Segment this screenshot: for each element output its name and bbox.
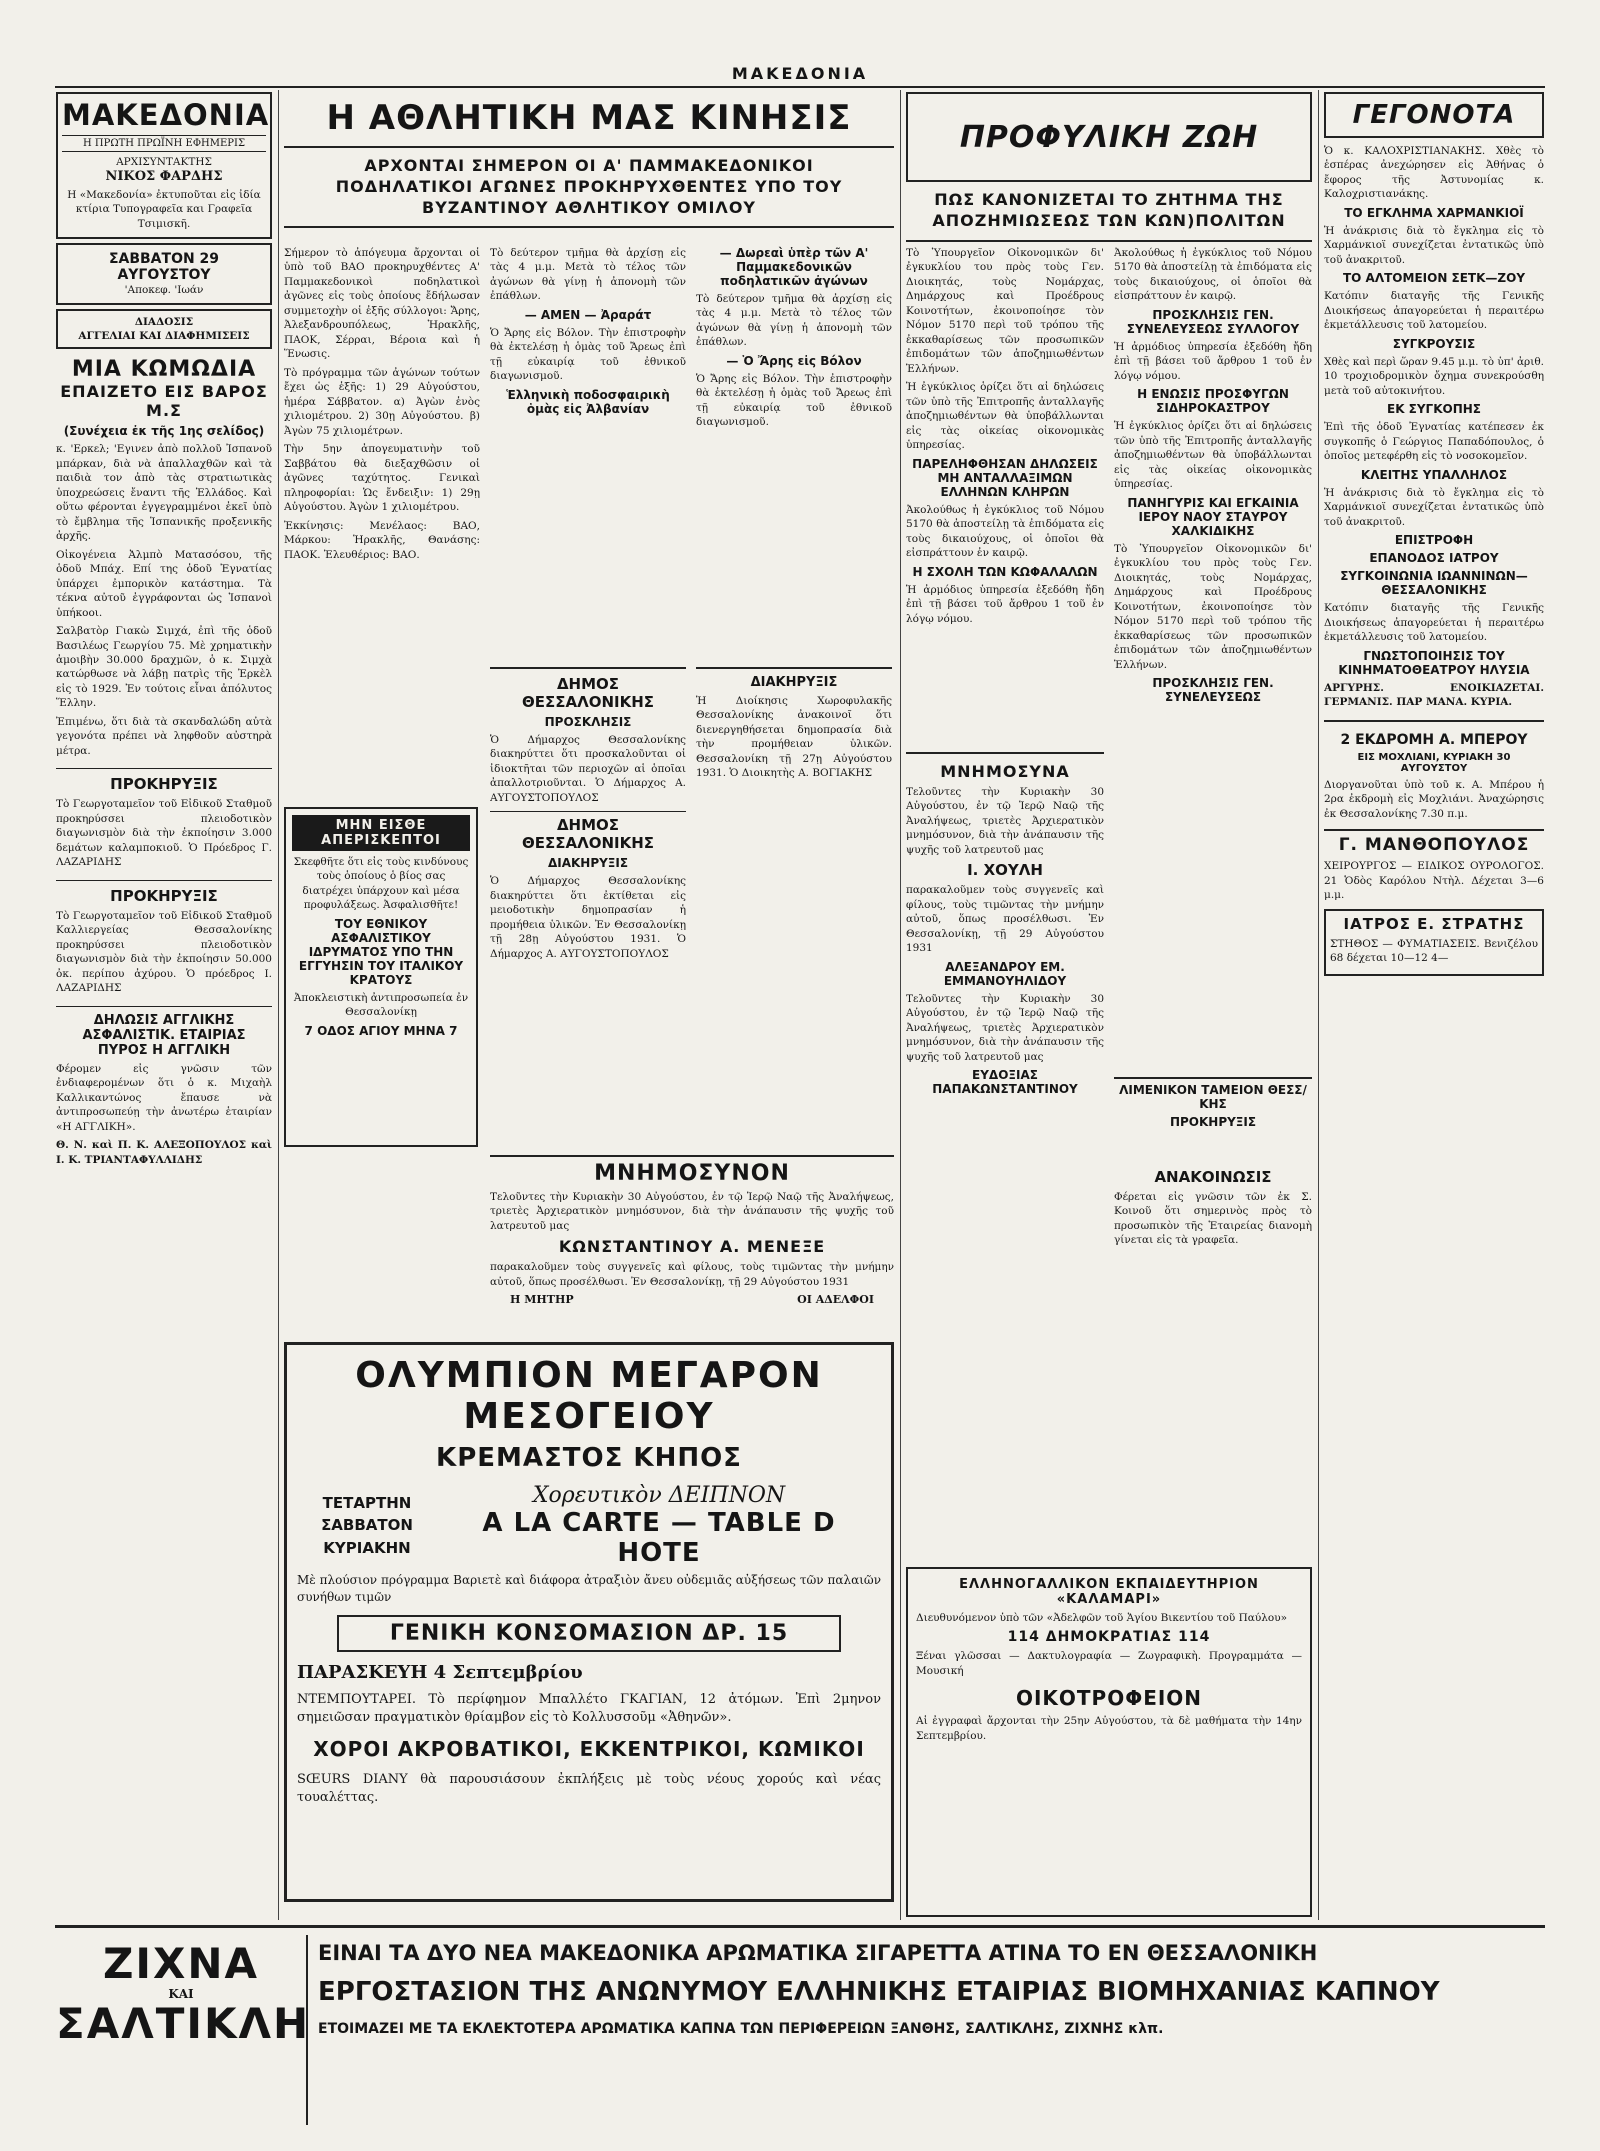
social-subhead: Η ΕΝΩΣΙΣ ΠΡΟΣΦΥΓΩΝ ΣΙΔΗΡΟΚΑΣΤΡΟΥ [1137,387,1289,416]
social-paragraph: Ἀκολούθως ἡ ἐγκύκλιος τοῦ Νόμου 5170 θὰ ἀποστείλῃ τὰ ἐπιδόματα εἰς τοὺς δικαιούχους, οἱ ὁποῖοι θὰ εἰσπράττουν ἐν καιρῷ. [1114,247,1312,303]
municipal-subtitle: ΠΡΟΣΚΛΗΣΙΣ [544,715,632,729]
doctor-text: ΧΕΙΡΟΥΡΓΟΣ — ΕΙΔΙΚΟΣ ΟΥΡΟΛΟΓΟΣ. 21 Ὁδὸς Καρόλου Ντὴλ. Δέχεται 3—6 μ.μ. [1324,860,1544,902]
memorials-title: ΜΝΗΜΟΣΥΝΑ [940,762,1070,781]
municipal-title: ΔΗΜΟΣ ΘΕΣΣΑΛΟΝΙΚΗΣ [521,675,655,711]
social-column-2 [1114,242,1312,1072]
social-paragraph: Ἀκολούθως ἡ ἐγκύκλιος τοῦ Νόμου 5170 θὰ ἀποστείλῃ τὰ ἐπιδόματα εἰς τοὺς δικαιούχους, οἱ ὁποῖοι θὰ εἰσπράττουν ἐν καιρῷ. [906,503,1104,560]
cigarette-ad-line2: ΕΡΓΟΣΤΑΣΙΟΝ ΤΗΣ ΑΝΩΝΥΜΟΥ ΕΛΛΗΝΙΚΗΣ ΕΤΑΙΡΙΑΣ ΒΙΟΜΗΧΑΝΙΑΣ ΚΑΠΝΟΥ [318,1977,1440,2007]
masthead-title: ΜΑΚΕΔΟΝΙΑ [62,98,270,132]
comedy-paragraph: Σαλβατὸρ Γιακὼ Σιμχά, ἐπὶ τῆς ὁδοῦ Βασιλέως Γεωργίου 75. Μὲ χρηματικὴν ἀμοιβὴν 30.000 δραχμῶν, ὁ κ. Σιμχὰ κατώρθωσε νὰ λάβῃ πατρὶς τῆς Ἐρκὲλ εἰς τὸ 1929. Ἐν τούτοις εἶναι ἀπόλυτος Ἕλλην. [56,625,272,710]
events-banner: ΓΕΓΟΝΟΤΑ [1352,100,1516,130]
olympion-subtitle: ΚΡΕΜΑΣΤΟΣ ΚΗΠΟΣ [436,1443,742,1473]
school-address: 114 ΔΗΜΟΚΡΑΤΙΑΣ 114 [1007,1629,1211,1646]
insurance-ad-company: ΤΟΥ ΕΘΝΙΚΟΥ ΑΣΦΑΛΙΣΤΙΚΟΥ ΙΔΡΥΜΑΤΟΣ ΥΠΟ ΤΗΝ ΕΓΓΥΗΣΙΝ ΤΟΥ ΙΤΑΛΙΚΟΥ ΚΡΑΤΟΥΣ [298,916,464,987]
logo-and: ΚΑΙ [168,1987,194,2001]
masthead [56,92,272,239]
date-box [56,243,272,305]
comedy-subtitle: ΕΠΑΙΖΕΤΟ ΕΙΣ ΒΑΡΟΣ Μ.Σ [60,382,268,421]
excursion-text: Διοργανοῦται ὑπὸ τοῦ κ. Α. Μπέρου ἡ 2ρα ἐκδρομὴ εἰς Μοχλιάνι. Ἀναχώρησις ἐκ Θεσσαλονίκης 7.30 π.μ. [1324,778,1544,820]
event-title: ΤΟ ΕΓΚΛΗΜΑ ΧΑΡΜΑΝΚΙΟΪ [1344,205,1524,220]
classifieds: ΑΡΓΥΡΗΣ. ΕΝΟΙΚΙΑΖΕΤΑΙ. ΓΕΡΜΑΝΙΣ. ΠΑΡ ΜΑΝΑ. ΚΥΡΙΑ. [1324,681,1544,709]
social-banner-box [906,92,1312,182]
social-subhead: ΠΑΡΕΛΗΦΘΗΣΑΝ ΔΗΛΩΣΕΙΣ ΜΗ ΑΝΤΑΛΛΑΞΙΜΩΝ ΕΛΛΗΝΩΝ ΚΛΗΡΩΝ [912,456,1098,499]
memorial-text: Τελοῦντες τὴν Κυριακὴν 30 Αὐγούστου, ἐν τῷ Ἱερῷ Ναῷ τῆς Ἀναλήψεως, τριετὲς Ἀρχιερατικὸν μνημόσυνον, διὰ τὴν ἀνάπαυσιν τῆς ψυχῆς τοῦ λατρευτοῦ μας [906,992,1104,1063]
social-headline: ΠΩΣ ΚΑΝΟΝΙΖΕΤΑΙ ΤΟ ΖΗΤΗΜΑ ΤΗΣ ΑΠΟΖΗΜΙΩΣΕΩΣ ΤΩΝ ΚΩΝ)ΠΟΛΙΤΩΝ [906,182,1312,242]
school-program: Ξέναι γλῶσσαι — Δακτυλογραφία — Ζωγραφικὴ. Προγραμμάτα — Μουσική [916,1650,1302,1677]
right-column [1324,92,1544,1922]
social-paragraph: Τὸ Ὑπουργεῖον Οἰκονομικῶν δι' ἐγκυκλίου του πρὸς τοὺς Γεν. Διοικητάς, τοὺς Νομάρχας, Δημάρχους καὶ Προέδρους Κοινοτήτων, ἐκοινοποίησε τὸν Νόμον 5170 περὶ τοῦ τρόπου τῆς ἐκκαθαρίσεως τῶν προσωπικῶν ἐπιδομάτων τῶν ἀποζημιωθέντων Ἑλλήνων. [1114,542,1312,671]
masthead-tagline: Η ΠΡΩΤΗ ΠΡΩΪΝΗ ΕΦΗΜΕΡΙΣ [62,135,266,152]
event-title: ΕΚ ΣΥΓΚΟΠΗΣ [1387,402,1481,417]
comedy-continuation: (Συνέχεια ἐκ τῆς 1ης σελίδος) [63,424,265,439]
comedy-title: ΜΙΑ ΚΩΜΩΔΙΑ [71,357,257,383]
social-column-1 [906,242,1104,742]
announcement-block [1114,1162,1312,1562]
column-divider [278,90,279,1920]
events-banner-box [1324,92,1544,138]
school-ad [906,1567,1312,1917]
memorial-title: ΜΝΗΜΟΣΥΝΟΝ [594,1161,790,1186]
social-subhead: ΠΡΟΣΚΛΗΣΙΣ ΓΕΝ. ΣΥΝΕΛΕΥΣΕΩΣ [1152,676,1274,705]
event-title: ΕΠΑΝΟΔΟΣ ΙΑΤΡΟΥ [1369,551,1499,566]
excursion-subtitle: ΕΙΣ ΜΟΧΛΙΑΝΙ, ΚΥΡΙΑΚΗ 30 ΑΥΓΟΥΣΤΟΥ [1357,751,1511,774]
olympion-consumption: ΓΕΝΙΚΗ ΚΟΝΣΟΜΑΣΙΟΝ ΔΡ. 15 [337,1615,841,1652]
sports-paragraph: Τὴν 5ην ἀπογευματινὴν τοῦ Σαββάτου θὰ διεξαχθῶσιν οἱ ἀγῶνες ταχύτητος. Γενικαὶ πληροφορίαι: Ὡς ἔνδειξιν: 1) 29ῃ Αὐγούστου. Ἀγὼν 1 χιλιομέτρου. [284,443,480,514]
memorial-name: ΕΥΔΟΞΙΑΣ ΠΑΠΑΚΩΝΣΤΑΝΤΙΝΟΥ [932,1068,1078,1097]
olympion-acts: ΧΟΡΟΙ ΑΚΡΟΒΑΤΙΚΟΙ, ΕΚΚΕΝΤΡΙΚΟΙ, ΚΩΜΙΚΟΙ [313,1736,865,1761]
olympion-title: ΟΛΥΜΠΙΟΝ ΜΕΓΑΡΟΝ ΜΕΣΟΓΕΙΟΥ [355,1355,823,1437]
notice-text: Τὸ Γεωργοταμεῖον τοῦ Εἰδικοῦ Σταθμοῦ Καλλιεργείας Θεσσαλονίκης προκηρύσσει πλειοδοτικὸν διαγωνισμὸν διὰ τὴν ἐκποίησιν 50.000 ὀκ. περίπου ἀχύρου. Ὁ πρόεδρος Ι. ΛΑΖΑΡΙΔΗΣ [56,909,272,995]
cigarette-ad-line3: ΕΤΟΙΜΑΖΕΙ ΜΕ ΤΑ ΕΚΛΕΚΤΟΤΕΡΑ ΑΡΩΜΑΤΙΚΑ ΚΑΠΝΑ ΤΩΝ ΠΕΡΙΦΕΡΕΙΩΝ ΞΑΝΘΗΣ, ΣΑΛΤΙΚΛΗΣ, ΖΙΧΝΗΣ κλπ. [318,2021,1164,2037]
ads-head: ΔΙΑΔΟΣΙΣ [134,315,194,328]
insurance-ad-title: ΜΗΝ ΕΙΣΘΕ ΑΠΕΡΙΣΚΕΠΤΟΙ [292,815,470,851]
insurance-ad-address: 7 ΟΔΟΣ ΑΓΙΟΥ ΜΗΝΑ 7 [304,1023,458,1038]
sports-section [284,92,894,1152]
social-subhead: ΠΡΟΣΚΛΗΣΙΣ ΓΕΝ. ΣΥΝΕΛΕΥΣΕΩΣ ΣΥΛΛΟΓΟΥ [1126,307,1300,336]
notice-title: ΠΡΟΚΗΡΥΞΙΣ [110,886,218,905]
event-paragraph: Ἡ ἀνάκρισις διὰ τὸ ἔγκλημα εἰς τὸ Χαρμάνκιοϊ συνεχίζεται ἐντατικῶς ὑπὸ τοῦ ἀνακριτοῦ. [1324,224,1544,266]
bottom-rule [55,1925,1545,1928]
decree-text: Ἡ Διοίκησις Χωροφυλακῆς Θεσσαλονίκης ἀνακοινοῖ ὅτι διενεργηθήσεται δημοπρασία διὰ τὴν προμήθειαν ὑλικῶν. Θεσσαλονίκη τῇ 27ῃ Αὐγούστου 1931. Ὁ Διοικητὴς Α. ΒΟΓΙΑΚΗΣ [696,695,892,780]
memorial-text: Τελοῦντες τὴν Κυριακὴν 30 Αὐγούστου, ἐν τῷ Ἱερῷ Ναῷ τῆς Ἀναλήψεως, τριετὲς Ἀρχιερατικὸν μνημόσυνον, διὰ τὴν ἀνάπαυσιν τῆς ψυχῆς τοῦ λατρευτοῦ μας [490,1191,894,1232]
event-paragraph: Ἐπὶ τῆς ὁδοῦ Ἐγνατίας κατέπεσεν ἐκ συγκοπῆς ὁ Γεώργιος Παπαδόπουλος, ὁ ὁποῖος μετεφέρθη εἰς τὸ νοσοκομεῖον. [1324,421,1544,463]
event-paragraph: Ἡ ἀνάκρισις διὰ τὸ ἔγκλημα εἰς τὸ Χαρμάνκιοϊ συνεχίζεται ἐντατικῶς ὑπὸ τοῦ ἀνακριτοῦ. [1324,486,1544,528]
ads-title: ΑΓΓΕΛΙΑΙ ΚΑΙ ΔΙΑΦΗΜΙΣΕΙΣ [78,330,250,343]
cigarette-ad-line1: ΕΙΝΑΙ ΤΑ ΔΥΟ ΝΕΑ ΜΑΚΕΔΟΝΙΚΑ ΑΡΩΜΑΤΙΚΑ ΣΙΓΑΡΕΤΤΑ ΑΤΙΝΑ ΤΟ ΕΝ ΘΕΣΣΑΛΟΝΙΚΗ [318,1941,1318,1965]
sports-paragraph: Ἐκκίνησις: Μενέλαος: ΒΑΟ, Μάρκου: Ἡρακλῆς, Θανάσης: ΠΑΟΚ. Ἐλευθέριος: ΒΑΟ. [284,519,480,561]
issue-date: ΣΑΒΒΑΤΟΝ 29 ΑΥΓΟΥΣΤΟΥ [108,250,220,283]
column-divider [1318,90,1319,1920]
event-paragraph: Χθὲς καὶ περὶ ὥραν 9.45 μ.μ. τὸ ὑπ' ἀριθ. 10 τροχιοδρομικὸν ὄχημα συνεκρούσθη μετὰ τοῦ αὐτοκινήτου. [1324,355,1544,397]
event-paragraph: Κατόπιν διαταγῆς τῆς Γενικῆς Διοικήσεως ἀπαγορεύεται ἡ περαιτέρω ἐκμετάλλευσις τοῦ λατομείου. [1324,602,1544,644]
school-subtitle: Διευθυνόμενον ὑπὸ τῶν «Ἀδελφῶν τοῦ Ἁγίου Βικεντίου τοῦ Παύλου» [916,1612,1288,1624]
memorial-name: ΚΩΝΣΤΑΝΤΙΝΟΥ Α. ΜΕΝΕΞΕ [558,1237,826,1257]
municipal-block-1 [490,667,686,1149]
social-paragraph: Ἡ ἐγκύκλιος ὁρίζει ὅτι αἱ δηλώσεις τῶν ὑπὸ τῆς Ἐπιτροπῆς ἀνταλλαγῆς ἀποζημιωθέντων θὰ ὑποβάλλωνται εἰς τὰς οἰκείας οἰκονομικὰς ὑπηρεσίας. [906,381,1104,452]
sports-paragraph: Τὸ πρόγραμμα τῶν ἀγώνων τούτων ἔχει ὡς ἑξῆς: 1) 29 Αὐγούστου, ἡμέρα Σάββατον. α) Ἀγὼν ἑνὸς χιλιομέτρου. 2) 30ῃ Αὐγούστου. β) Ἀγὼν 75 χιλιομέτρων. [284,366,480,437]
sports-banner: Η ΑΘΛΗΤΙΚΗ ΜΑΣ ΚΙΝΗΣΙΣ [284,92,894,148]
memorials-block [906,752,1104,1564]
cigarette-ad [56,1935,1544,2135]
olympion-ad [284,1342,894,1902]
logo-zichna: ΖΙΧΝΑ [102,1939,260,1988]
memorial-text-2: παρακαλοῦμεν τοὺς συγγενεῖς καὶ φίλους, τοὺς τιμῶντας τὴν μνήμην αὐτοῦ, ὅπως προσέλθωσι. Ἐν Θεσσαλονίκῃ, τῇ 29 Αὐγούστου 1931 [490,1261,894,1288]
event-title: ΚΛΕΙΤΗΣ ΥΠΑΛΛΗΛΟΣ [1360,467,1508,482]
municipal-text: Ὁ Δήμαρχος Θεσσαλονίκης διακηρύττει ὅτι ἐκτίθεται εἰς μειοδοτικὴν δημοπρασίαν ἡ προμήθεια ὑλικῶν. Ἐν Θεσσαλονίκῃ τῇ 28ῃ Αὐγούστου 1931. Ὁ Δήμαρχος Α. ΑΥΓΟΥΣΤΟΠΟΥΛΟΣ [490,875,686,960]
port-fund-title: ΛΙΜΕΝΙΚΟΝ ΤΑΜΕΙΟΝ ΘΕΣΣ/ΚΗΣ [1119,1083,1307,1111]
olympion-days [297,1492,437,1560]
social-paragraph: Ἡ ἀρμόδιος ὑπηρεσία ἐξεδόθη ἤδη ἐπὶ τῇ βάσει τοῦ ἄρθρου 1 τοῦ ἐν λόγῳ νόμου. [906,583,1104,625]
sports-headline: ΑΡΧΟΝΤΑΙ ΣΗΜΕΡΟΝ ΟΙ Α' ΠΑΜΜΑΚΕΔΟΝΙΚΟΙ ΠΟΔΗΛΑΤΙΚΟΙ ΑΓΩΝΕΣ ΠΡΟΚΗΡΥΧΘΕΝΤΕΣ ΥΠΟ ΤΟΥ ΒΥΖΑΝΤΙΝΟΥ ΑΘΛΗΤΙΚΟΥ ΟΜΙΛΟΥ [284,148,894,228]
sports-paragraph: Ὁ Ἄρης εἰς Βόλον. Τὴν ἐπιστροφὴν θὰ ἐκτελέσῃ ἡ ὁμὰς τοῦ Ἄρεως ἐπὶ τῇ εὐκαιρίᾳ τοῦ ἐθνικοῦ διαγωνισμοῦ. [490,326,686,383]
event-paragraph: Κατόπιν διαταγῆς τῆς Γενικῆς Διοικήσεως ἀπαγορεύεται ἡ περαιτέρω ἐκμετάλλευσις τοῦ λατομείου. [1324,290,1544,332]
port-fund-block [1114,1077,1312,1159]
insurance-ad-agent: Ἀποκλειστικὴ ἀντιπροσωπεία ἐν Θεσσαλονίκῃ [293,991,469,1019]
olympion-dinner: Χορευτικὸν ΔΕΙΠΝΟΝ [532,1483,786,1508]
director-label: ΑΡΧΙΣΥΝΤΑΚΤΗΣ [116,156,212,168]
memorial-name: Ι. ΧΟΥΛΗ [967,861,1043,880]
social-banner: ΠΡΟΦΥΛΙΚΗ ΖΩΗ [959,119,1259,155]
logo-saltikli: ΣΑΛΤΙΚΛΗ [56,1999,311,2048]
social-paragraph: Τὸ Ὑπουργεῖον Οἰκονομικῶν δι' ἐγκυκλίου του πρὸς τοὺς Γεν. Διοικητάς, τοὺς Νομάρχας, Δημάρχους καὶ Προέδρους Κοινοτήτων, ἐκοινοποίησε τὸν Νόμον 5170 περὶ τοῦ τρόπου τῆς ἐκκαθαρίσεως τῶν προσωπικῶν ἐπιδομάτων τῶν ἀποζημιωθέντων Ἑλλήνων. [906,247,1104,375]
memorial-notice [490,1155,894,1337]
sports-paragraph: Τὸ δεύτερον τμῆμα θὰ ἀρχίσῃ εἰς τὰς 4 μ.μ. Μετὰ τὸ τέλος τῶν ἀγώνων θὰ γίνῃ ἡ ἀπονομὴ τῶν ἐπάθλων. [490,247,686,303]
decree-title: ΔΙΑΚΗΡΥΞΙΣ [750,675,838,690]
event-title: ΣΥΓΚΟΙΝΩΝΙΑ ΙΩΑΝΝΙΝΩΝ—ΘΕΣΣΑΛΟΝΙΚΗΣ [1340,569,1528,598]
sports-subhead: — Δωρεαὶ ὑπὲρ τῶν Α' Παμμακεδονικῶν ποδηλατικῶν ἀγώνων [719,246,869,288]
olympion-friday: ΠΑΡΑΣΚΕΥΗ 4 Σεπτεμβρίου [297,1662,583,1684]
comedy-paragraph: Οἰκογένεια Ἀλμπὸ Ματασόσου, τῆς ὁδοῦ Μπάχ. Επί της ὁδοῦ Ἐγνατίας ὑπάρχει ἐμπορικὸν κατάστημα. Τὰ τέκνα αὐτοῦ ἐγγράφονται ὡς Ἱσπανοὶ ὑπήκοοι. [56,548,272,619]
sports-paragraph: Ὁ Ἄρης εἰς Βόλον. Τὴν ἐπιστροφὴν θὰ ἐκτελέσῃ ἡ ὁμὰς τοῦ Ἄρεως ἐπὶ τῇ εὐκαιρίᾳ τοῦ ἐθνικοῦ διαγωνισμοῦ. [696,372,892,429]
sports-subhead: — Ὁ Ἄρης εἰς Βόλον [726,353,862,368]
municipal-text: Ὁ Δήμαρχος Θεσσαλονίκης διακηρύττει ὅτι προσκαλοῦνται οἱ ἰδιοκτῆται τῶν περιοχῶν αἱ ὁποῖαι ἀπαλλοτριοῦνται. Ὁ Δήμαρχος Α. ΑΥΓΟΥΣΤΟΠΟΥΛΟΣ [490,734,686,804]
announcement-title: ΑΝΑΚΟΙΝΩΣΙΣ [1154,1168,1272,1186]
insurance-ad-text: Σκεφθῆτε ὅτι εἰς τοὺς κινδύνους τοὺς ὁποίους ὁ βίος σας διατρέχει ὑπάρχουν καὶ μέσα προφυλάξεως. Ἀσφαλισθῆτε! [293,856,469,912]
memorial-name: ΑΛΕΞΑΝΔΡΟΥ ΕΜ. ΕΜΜΑΝΟΥΗΛΙΔΟΥ [943,959,1067,988]
excursion-title: 2 ΕΚΔΡΟΜΗ Α. ΜΠΕΡΟΥ [1340,731,1528,748]
insurer-text: Φέρομεν εἰς γνῶσιν τῶν ἐνδιαφερομένων ὅτι ὁ κ. Μιχαὴλ Καλλικαντώνος ἔπαυσε νὰ ἀντιπροσωπεύῃ τὴν ἀνωτέρω ἑταιρίαν «Η ΑΓΓΛΙΚΗ». [56,1062,272,1133]
memorial-text: παρακαλοῦμεν τοὺς συγγενεῖς καὶ φίλους, τοὺς τιμῶντας τὴν μνήμην αὐτοῦ, ὅπως προσέλθωσι. Ἐν Θεσσαλονίκῃ, τῇ 29 Αὐγούστου 1931 [906,884,1104,955]
ads-box [56,309,272,349]
social-subhead: ΠΑΝΗΓΥΡΙΣ ΚΑΙ ΕΓΚΑΙΝΙΑ ΙΕΡΟΥ ΝΑΟΥ ΣΤΑΥΡΟΥ ΧΑΛΚΙΔΙΚΗΣ [1127,495,1299,538]
municipal-title: ΔΗΜΟΣ ΘΕΣΣΑΛΟΝΙΚΗΣ [490,811,686,852]
municipal-subtitle: ΔΙΑΚΗΡΥΞΙΣ [547,856,629,871]
doctor-name: Γ. ΜΑΝΘΟΠΟΥΛΟΣ [1338,835,1530,856]
column-divider [900,90,901,1920]
sports-subhead: — ΑΜΕΝ — Ἀραράτ [524,307,652,322]
doctor2-name: ΙΑΤΡΟΣ Ε. ΣΤΡΑΤΗΣ [1343,914,1525,933]
sports-column-1 [284,242,480,802]
insurer-title: ΔΗΛΩΣΙΣ ΑΓΓΛΙΚΗΣ ΑΣΦΑΛΙΣΤΙΚ. ΕΤΑΙΡΙΑΣ ΠΥΡΟΣ Η ΑΓΓΛΙΚΗ [82,1012,246,1058]
event-title: ΓΝΩΣΤΟΠΟΙΗΣΙΣ ΤΟΥ ΚΙΝΗΜΑΤΟΘΕΑΤΡΟΥ ΗΛΥΣΙΑ [1338,648,1530,677]
social-section [906,92,1312,1922]
doctor2-box [1324,909,1544,976]
comedy-paragraph: κ. 'Ερκελ; 'Εγινεν ἀπὸ πολλοῦ Ἰσπανοῦ μπάρκαν, διὰ νὰ ἀπαλλαχθῶν καὶ τὰ παιδιὰ τον ἀπὸ τὰς στρατιωτικὰς ὑποχρεώσεις ἔναντι τῆς Ἑλλάδος. Καὶ οὕτω φέρονται ἐγγεγραμμένοι ἐκεῖ ὑπὸ τὸ ἔμβλημα τῆς Ἱσπανικῆς προξενικῆς ἀρχῆς. [56,443,272,543]
sports-paragraph: Σήμερον τὸ ἀπόγευμα ἄρχονται οἱ ὑπὸ τοῦ ΒΑΟ προκηρυχθέντες Α' Παμμακεδονικοὶ ποδηλατικοὶ ἀγῶνες εἰς τοὺς ὁποίους ἔδήλωσαν συμμετοχὴν οἱ ἐξῆς σύλλογοι: Ἄρης, Ἀλεξανδρουπόλεως, Ἡρακλῆς, ΠΑΟΚ, Σέρραι, Βέροια καὶ ἡ Ἕνωσις. [284,247,480,361]
memorial-sign-right: ΟΙ ΑΔΕΛΦΟΙ [797,1293,874,1307]
memorial-text: Τελοῦντες τὴν Κυριακὴν 30 Αὐγούστου, ἐν τῷ Ἱερῷ Ναῷ τῆς Ἀναλήψεως, τριετὲς Ἀρχιερατικὸν μνημόσυνον, διὰ τὴν ἀνάπαυσιν τῆς ψυχῆς τοῦ λατρευτοῦ μας [906,786,1104,856]
port-fund-subtitle: ΠΡΟΚΗΡΥΞΙΣ [1169,1115,1257,1129]
insurance-ad [284,807,478,1147]
cigarette-ad-text [318,1941,1544,2131]
sports-paragraph: Τὸ δεύτερον τμῆμα θὰ ἀρχίσῃ εἰς τὰς 4 μ.μ. Μετὰ τὸ τέλος τῶν ἀγώνων θὰ γίνῃ ἡ ἀπονομὴ τῶν ἐπάθλων. [696,293,892,349]
cigarette-ad-logo [56,1935,311,2125]
memorial-sign-left: Η ΜΗΤΗΡ [510,1293,574,1307]
event-title: ΤΟ ΑΛΤΟΜΕΙΟΝ ΣΕΤΚ—ΖΟΥ [1342,271,1526,286]
olympion-program: Μὲ πλούσιον πρόγραμμα Βαριετὲ καὶ διάφορα ἀτραξιὸν ἄνευ οὐδεμιᾶς αὐξήσεως τῶν παλαιῶν συνήθων τιμῶν [297,1573,881,1604]
olympion-sisters: SŒURS DIANY θὰ παρουσιάσουν ἐκπλήξεις μὲ τοὺς νέους χορούς καὶ νέας τουαλέττας. [297,1771,881,1805]
olympion-day: ΣΑΒΒΑΤΟΝ [321,1516,413,1535]
left-column [56,92,272,1917]
school-title: ΕΛΛΗΝΟΓΑΛΛΙΚΟΝ ΕΚΠΑΙΔΕΥΤΗΡΙΟΝ «ΚΑΛΑΜΑΡΙ» [959,1577,1259,1607]
event-paragraph: Ὁ κ. ΚΑΛΟΧΡΙΣΤΙΑΝΑΚΗΣ. Χθὲς τὸ ἑσπέρας ἀνεχώρησεν εἰς Ἀθήνας ὁ ἔφορος τῆς Ἀστυνομίας κ. Καλοχριστιανάκης. [1324,145,1544,201]
insurer-signature: Θ. Ν. καὶ Π. Κ. ΑΛΕΞΟΠΟΥΛΟΣ καὶ Ι. Κ. ΤΡΙΑΝΤΑΦΥΛΛΙΔΗΣ [56,1139,272,1166]
event-title: ΣΥΓΚΡΟΥΣΙΣ [1392,336,1476,351]
masthead-note: Η «Μακεδονία» ἐκτυποῦται εἰς ἰδία κτίρια Τυπογραφεῖα και Γραφεῖα Τσιμισκῆ. [67,189,261,230]
announcement-text: Φέρεται εἰς γνῶσιν τῶν ἐκ Σ. Κοινοῦ ὅτι σημερινὸς πρὸς τὸ προσωπικὸν τῆς Ἑταιρείας διανομὴ γίνεται εἰς τὰ γραφεῖα. [1114,1191,1312,1247]
social-subhead: Η ΣΧΟΛΗ ΤΩΝ ΚΩΦΑΛΑΛΩΝ [912,564,1098,579]
doctor2-text: ΣΤΗΘΟΣ — ΦΥΜΑΤΙΑΣΕΙΣ. Βενιζέλου 68 δέχεται 10—12 4— [1330,937,1538,965]
olympion-day: ΚΥΡΙΑΚΗΝ [323,1538,411,1557]
notice-text: Τὸ Γεωργοταμεῖον τοῦ Εἰδικοῦ Σταθμοῦ προκηρύσσει πλειοδοτικὸν διαγωνισμὸν διὰ τὴν ἐκποίησιν 3.000 δεμάτων καλαμποκιοῦ. Ὁ Πρόεδρος Γ. ΛΑΖΑΡΙΔΗΣ [56,798,272,869]
boarding-title: ΟΙΚΟΤΡΟΦΕΙΟΝ [1015,1686,1203,1711]
olympion-debut: ΝΤΕΜΠΟΥΤΑΡΕΙ. Τὸ περίφημον Μπαλλέτο ΓΚΑΓΙΑΝ, 12 ἀτόμων. Ἐπὶ 2μηνον σημειῶσαν πραγματικὸν θρίαμβον εἰς τὸ Κολλυσσοῦμ «Ἀθηνῶν». [297,1692,881,1726]
social-paragraph: Ἡ ἐγκύκλιος ὁρίζει ὅτι αἱ δηλώσεις τῶν ὑπὸ τῆς Ἐπιτροπῆς ἀνταλλαγῆς ἀποζημιωθέντων θὰ ὑποβάλλωνται εἰς τὰς οἰκείας οἰκονομικὰς ὑπηρεσίας. [1114,420,1312,491]
sports-column-3 [696,242,892,662]
issue-date-sub: 'Αποκεφ. 'Ιωάν [124,283,204,296]
notice-title: ΠΡΟΚΗΡΥΞΙΣ [110,775,218,794]
boarding-text: Αἱ ἐγγραφαὶ ἄρχονται τὴν 25ην Αὐγούστου, τὰ δὲ μαθήματα τὴν 14ην Σεπτεμβρίου. [916,1715,1302,1742]
municipal-block-2 [696,667,892,1149]
comedy-paragraph: Ἐπιμένω, ὅτι διὰ τὰ σκανδαλώδη αὐτὰ γεγονότα πρέπει νὰ ληφθοῦν αὐστηρὰ μέτρα. [56,715,272,757]
sports-subhead: Ἑλληνικὴ ποδοσφαιρικὴ ὁμὰς εἰς Ἀλβανίαν [506,387,670,416]
event-title: ΕΠΙΣΤΡΟΦΗ [1394,533,1474,548]
social-paragraph: Ἡ ἀρμόδιος ὑπηρεσία ἐξεδόθη ἤδη ἐπὶ τῇ βάσει τοῦ ἄρθρου 1 τοῦ ἐν λόγῳ νόμου. [1114,340,1312,382]
olympion-day: ΤΕΤΑΡΤΗΝ [322,1493,412,1512]
director-name: ΝΙΚΟΣ ΦΑΡΔΗΣ [105,169,223,185]
olympion-menu: A LA CARTE — TABLE D HOTE [482,1508,836,1568]
running-head: ΜΑΚΕΔΟΝΙΑ [55,64,1545,88]
sports-column-2 [490,242,686,662]
